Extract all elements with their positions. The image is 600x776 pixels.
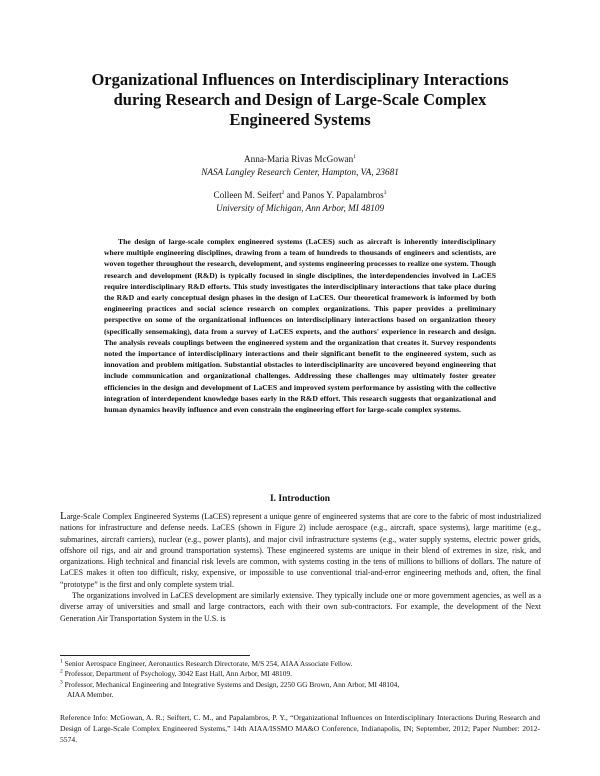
footnote-3-mark: 3 <box>60 679 63 686</box>
footnote-1-text: Senior Aerospace Engineer, Aeronautics Research Directorate, M/S 254, AIAA Associate Fellow. <box>62 659 353 668</box>
author-1-footnote-mark: 1 <box>353 153 356 160</box>
footnote-1 <box>60 659 540 669</box>
introduction-paragraph-1-text: arge-Scale Complex Engineered Systems (LaCES) represent a unique genre of engineered systems that are core to the fabric of most industrialized nations for infrastructure and defense needs. LaCES (shown in Figure 2) include aerospace (e.g., aircraft, space systems), large maritime (e.g., submarines, aircraft carriers), nuclear (e.g., power plants), and major civil infrastructure systems (e.g., water supply systems, electric power grids, offshore oil rigs, and air and ground transportation systems). These engineered systems are unique in their blend of extremes in size, risk, and organizations. High technical and financial risk levels are common, with systems costing in the tens of millions to billions of dollars. The nature of LaCES makes it often too difficult, risky, expensive, or impossible to use conventional trial-and-error engineering methods and, often, the final “prototype” is the first and only complete system trial. <box>60 512 541 589</box>
footnote-3-text: Professor, Mechanical Engineering and Integrative Systems and Design, 2250 GG Brown, Ann Arbor, MI 48104, <box>62 679 400 689</box>
author-block <box>100 153 500 215</box>
section-heading-introduction: I. Introduction <box>269 494 330 504</box>
footnote-2-text: Professor, Department of Psychology, 3042 East Hall, Ann Arbor, MI 48109. <box>62 669 292 679</box>
footnote-3-continuation: AIAA Member. <box>67 689 114 699</box>
author-2-footnote-mark: 2 <box>281 189 285 196</box>
author-3-name: Panos Y. Papalambros <box>302 190 384 200</box>
footnote-3 <box>60 680 540 690</box>
author-conjunction: and <box>284 190 303 200</box>
introduction-paragraph-1 <box>60 511 541 590</box>
authors-2-3-line <box>100 189 500 202</box>
introduction-paragraph-2: The organizations involved in LaCES development are similarly extensive. They typically include one or more government agencies, as well as a diverse array of universities and small and large contractors, each with their own sub-contractors. For example, the development of the Next Generation Air Transportation System in the U.S. is <box>60 591 541 623</box>
author-1-name: Anna-Maria Rivas McGowan <box>244 154 354 164</box>
footnote-1-mark: 1 <box>60 658 63 665</box>
title-line-1: Organizational Influences on Interdisciplinary Interactions <box>91 70 509 89</box>
author-3-footnote-mark: 3 <box>383 189 387 196</box>
author-1-line <box>100 153 500 166</box>
footnote-2-mark: 2 <box>60 668 63 675</box>
paper-title <box>60 70 540 130</box>
authors-2-3-affiliation: University of Michigan, Ann Arbor, MI 48109 <box>215 203 385 213</box>
introduction-body <box>60 511 541 624</box>
footnotes <box>60 659 540 700</box>
footnote-2 <box>60 669 540 679</box>
drop-cap-letter: L <box>60 510 67 522</box>
abstract: The design of large-scale complex engineered systems (LaCES) such as aircraft is inherently interdisciplinary where multiple engineering disciplines, drawing from a team of hundreds to thousands of engineers and scientists, are woven together throughout the research, development, and systems engineering processes to realize one system. Though research and development (R&D) is typically focused in single disciplines, the interdependencies involved in LaCES require interdisciplinary R&D efforts. This study investigates the interdisciplinary interactions that take place during the R&D and early conceptual design phases in the design of LaCES. Our theoretical framework is informed by both engineering practices and social science research on complex organizations. This paper provides a preliminary perspective on some of the organizational influences on interdisciplinary interactions based on organization theory (specifically sensemaking), data from a survey of LaCES experts, and the authors' experience in research and design. The analysis reveals couplings between the engineered system and the organization that creates it. Survey respondents noted the importance of interdisciplinary interactions and their significant benefit to the engineered system, such as innovation and problem mitigation. Substantial obstacles to interdisciplinarity are uncovered beyond engineering that include communication and organizational challenges. Addressing these challenges may ultimately foster greater efficiencies in the design and development of LaCES and improved system performance by assisting with the collective integration of interdependent knowledge bases early in the R&D effort. This research suggests that organizational and human dynamics heavily influence and even constrain the engineering effort for large-scale complex systems. <box>104 237 496 415</box>
reference-info: Reference Info: McGowan, A. R.; Seiftert, C. M., and Papalambros, P. Y., “Organizational Influences on Interdisciplinary Interactions During Research and Design of Large-Scale Complex Engineered Systems,” 14th AIAA/ISSMO MA&O Conference, Indianapolis, IN; September, 2012; Paper Number: 2012-5574. <box>60 713 540 745</box>
author-2-name: Colleen M. Seifert <box>213 190 282 200</box>
author-1-affiliation: NASA Langley Research Center, Hampton, VA, 23681 <box>201 167 399 177</box>
title-line-2: during Research and Design of Large-Scale Complex <box>113 90 487 109</box>
footnote-separator <box>60 655 250 656</box>
title-line-3: Engineered Systems <box>229 110 371 129</box>
